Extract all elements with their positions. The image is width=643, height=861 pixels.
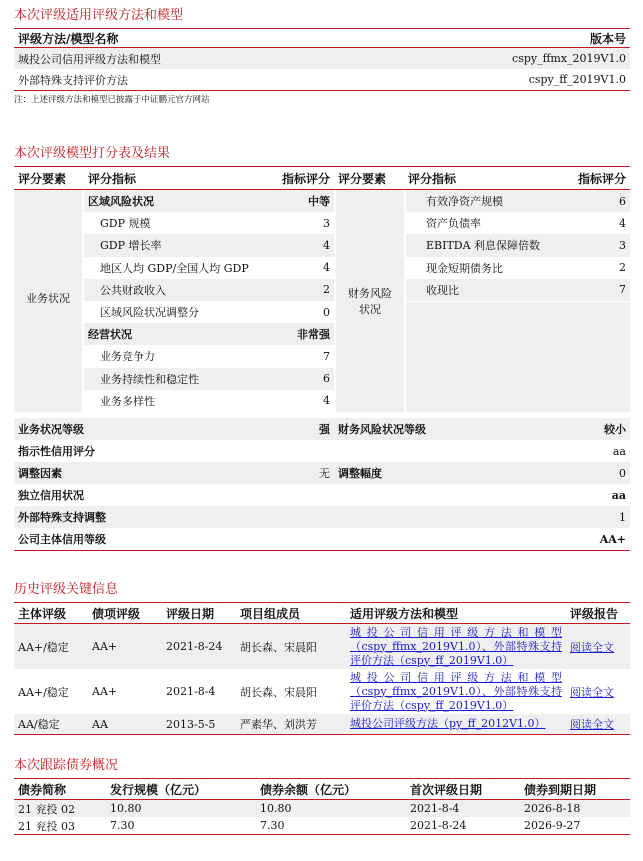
section-title: 本次评级适用评级方法和模型 <box>14 8 184 23</box>
fin-level-value: 较小 <box>604 423 626 436</box>
indicator-name: 业务持续性和稳定性 <box>100 372 199 386</box>
first-rating-date: 2021-8-4 <box>410 802 460 815</box>
adjust-range-value: 0 <box>619 466 626 480</box>
indicator-row <box>84 212 334 234</box>
maturity-date: 2026-9-27 <box>524 819 581 832</box>
indicator-row <box>406 212 630 234</box>
first-rating-date: 2021-8-24 <box>410 819 467 832</box>
indicator-score: 6 <box>619 194 626 208</box>
indicator-name: 业务多样性 <box>100 394 155 408</box>
indicator-name: 地区人均 GDP/全国人均 GDP <box>100 261 249 275</box>
indicator-row <box>84 257 334 279</box>
bond-balance: 10.80 <box>260 802 292 815</box>
indicator-score: 4 <box>619 216 626 230</box>
indicator-name: 收现比 <box>426 283 459 297</box>
history-row <box>14 714 630 734</box>
final-rating-value: AA+ <box>599 532 626 546</box>
header-cell: 评分要素 <box>338 171 387 186</box>
section-title: 本次跟踪债券概况 <box>14 758 119 773</box>
section-score-table <box>14 146 630 556</box>
indicator-row <box>406 190 630 212</box>
right-indicators <box>406 190 630 301</box>
history-row <box>14 669 630 714</box>
indicator-name: 现金短期债务比 <box>426 261 503 275</box>
bond-balance: 7.30 <box>260 819 285 832</box>
adjust-value: 无 <box>319 467 330 480</box>
divider <box>14 550 630 551</box>
indicator-score: 6 <box>323 372 330 386</box>
indicator-name: EBITDA 利息保障倍数 <box>426 239 541 253</box>
summary-row <box>14 528 630 550</box>
entity-rating: AA+/稳定 <box>18 640 69 654</box>
methods-link[interactable]: 城投公司信用评级方法和模型（cspy_ffmx_2019V1.0）、外部特殊支持评价方法（cspy_ff_2019V1.0） <box>350 625 562 667</box>
header-cell: 评级方法/模型名称 <box>18 31 119 46</box>
indicator-score: 7 <box>323 349 330 363</box>
standalone-value: aa <box>611 488 626 502</box>
header-cell: 债券余额（亿元） <box>260 782 357 797</box>
summary-row <box>14 484 630 506</box>
table-row <box>14 800 630 817</box>
header-cell: 评分指标 <box>88 171 137 186</box>
table-header <box>14 779 630 799</box>
final-rating-label: 公司主体信用等级 <box>18 533 106 546</box>
indicator-name: 有效净资产规模 <box>426 195 503 209</box>
indicator-name: 经营状况 <box>88 328 132 342</box>
indicator-row <box>84 390 334 412</box>
section-rating-history <box>14 582 630 735</box>
right-factor: 财务风险状况 <box>348 287 392 316</box>
table-header <box>14 603 630 623</box>
indicator-score: 中等 <box>308 195 330 209</box>
indicator-score: 2 <box>323 283 330 297</box>
header-cell: 适用评级方法和模型 <box>350 606 459 621</box>
rating-date: 2013-5-5 <box>166 717 216 731</box>
indicator-row <box>84 301 334 323</box>
indicator-row <box>84 345 334 367</box>
indicator-row <box>84 234 334 256</box>
external-support-label: 外部特殊支持调整 <box>18 511 106 524</box>
header-cell: 评分指标 <box>408 171 457 186</box>
indicator-row <box>406 257 630 279</box>
section-rating-methods <box>14 8 630 105</box>
summary-row <box>14 462 630 484</box>
summary-row <box>14 418 630 440</box>
issue-size: 7.30 <box>110 819 135 832</box>
team-members: 严素华、刘洪芳 <box>240 718 317 731</box>
header-cell: 指标评分 <box>281 171 330 186</box>
header-cell: 发行规模（亿元） <box>110 782 207 797</box>
summary-row <box>14 440 630 462</box>
header-cell: 评级日期 <box>166 606 215 621</box>
indicator-name: 公共财政收入 <box>100 283 166 297</box>
header-cell: 评分要素 <box>18 171 67 186</box>
header-cell: 指标评分 <box>577 171 626 186</box>
indicator-row <box>84 368 334 390</box>
rating-date: 2021-8-4 <box>166 685 216 698</box>
header-cell: 版本号 <box>589 31 626 46</box>
adjust-label: 调整因素 <box>18 467 62 480</box>
team-members: 胡长森、宋晨阳 <box>240 640 317 654</box>
summary-row <box>14 506 630 528</box>
rating-date: 2021-8-24 <box>166 640 223 653</box>
version: cspy_ff_2019V1.0 <box>528 73 626 86</box>
history-row <box>14 624 630 669</box>
indicator-score: 3 <box>323 216 330 230</box>
report-link[interactable]: 阅读全文 <box>570 685 614 699</box>
bond-rating: AA+ <box>92 685 118 698</box>
header-cell: 项目组成员 <box>240 606 301 621</box>
indicator-name: GDP 增长率 <box>100 239 162 253</box>
header-cell: 债券到期日期 <box>524 782 597 797</box>
indicator-name: 资产负债率 <box>426 217 481 231</box>
adjust-range-label: 调整幅度 <box>338 467 382 480</box>
method-name: 外部特殊支持评价方法 <box>18 73 128 87</box>
entity-rating: AA+/稳定 <box>18 685 69 699</box>
maturity-date: 2026-8-18 <box>524 802 581 815</box>
divider <box>14 90 630 91</box>
team-members: 胡长森、宋晨阳 <box>240 685 317 699</box>
section-title: 本次评级模型打分表及结果 <box>14 146 171 161</box>
indicator-score: 非常强 <box>297 328 330 342</box>
divider <box>14 834 630 835</box>
left-factor: 业务状况 <box>26 292 70 305</box>
indicator-row <box>406 279 630 301</box>
issue-size: 10.80 <box>110 802 142 815</box>
divider <box>14 734 630 735</box>
indicator-score: 2 <box>619 261 626 275</box>
indicator-score: 4 <box>323 394 330 408</box>
indicator-row <box>84 323 334 345</box>
header-cell: 首次评级日期 <box>410 782 483 797</box>
indicative-label: 指示性信用评分 <box>18 445 95 458</box>
indicator-name: 业务竞争力 <box>100 350 155 364</box>
left-indicators <box>84 190 334 412</box>
indicator-row <box>406 234 630 256</box>
version: cspy_ffmx_2019V1.0 <box>512 52 626 65</box>
indicator-score: 3 <box>619 238 626 252</box>
indicator-score: 4 <box>323 261 330 275</box>
standalone-label: 独立信用状况 <box>18 489 84 502</box>
indicator-score: 4 <box>323 238 330 252</box>
bond-rating: AA <box>92 717 108 731</box>
history-rows <box>14 624 630 734</box>
bond-name: 21 兖投 02 <box>18 802 75 816</box>
table-header <box>14 167 630 189</box>
table-row <box>14 817 630 834</box>
header-cell: 主体评级 <box>18 606 67 621</box>
fin-level-label: 财务风险状况等级 <box>338 423 426 436</box>
methods-link[interactable]: 城投公司评级方法（py_ff_2012V1.0） <box>350 717 546 730</box>
table-header <box>14 29 630 47</box>
indicator-row <box>84 279 334 301</box>
external-support-value: 1 <box>619 510 626 524</box>
section-title: 历史评级关键信息 <box>14 582 119 597</box>
indicator-score: 7 <box>619 283 626 297</box>
method-name: 城投公司信用评级方法和模型 <box>18 52 161 66</box>
biz-level-label: 业务状况等级 <box>18 423 84 436</box>
biz-level-value: 强 <box>319 423 330 436</box>
header-cell: 债券简称 <box>18 782 67 797</box>
report-link[interactable]: 阅读全文 <box>570 718 614 731</box>
bond-rating: AA+ <box>92 640 118 653</box>
report-link[interactable]: 阅读全文 <box>570 640 614 654</box>
section-tracked-bonds <box>14 758 630 835</box>
indicator-name: 区域风险状况调整分 <box>100 306 199 320</box>
indicator-name: GDP 规模 <box>100 217 151 231</box>
indicator-score: 0 <box>323 305 330 319</box>
empty-shade <box>406 302 630 412</box>
score-grid <box>14 190 630 412</box>
indicator-row <box>84 190 334 212</box>
methods-link[interactable]: 城投公司信用评级方法和模型（cspy_ffmx_2019V1.0）、外部特殊支持评价方法（cspy_ff_2019V1.0） <box>350 670 562 712</box>
table-row <box>14 48 630 69</box>
indicator-name: 区域风险状况 <box>88 195 154 209</box>
table-row <box>14 69 630 90</box>
header-cell: 评级报告 <box>570 606 619 621</box>
entity-rating: AA/稳定 <box>18 718 60 731</box>
footnote: 注：上述评级方法和模型已披露于中证鹏元官方网站 <box>14 95 210 105</box>
bond-name: 21 兖投 03 <box>18 819 75 833</box>
header-cell: 债项评级 <box>92 606 141 621</box>
indicative-value: aa <box>612 444 626 458</box>
